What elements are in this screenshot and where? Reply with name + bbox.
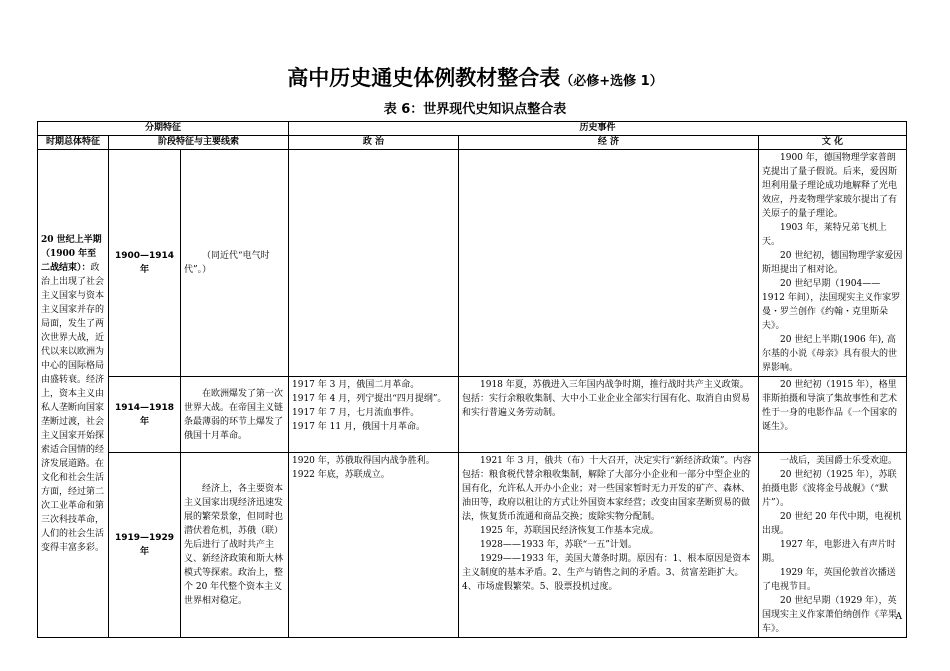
title-suffix: （必修+选修 1）	[560, 74, 663, 89]
culture-cell: 一战后，美国爵士乐受欢迎。 20 世纪初（1925 年），苏联拍摄电影《波将金号战舰》（“默片”）。 20 世纪 20 年代中期，电视机出现。 1927 年，电影进入有声片时期。 1929 年，英国伦敦首次播送了电视节目。 20 世纪早期（1929 年），英国现实主义作家萧伯纳创作《苹果车》。	[759, 453, 907, 638]
knowledge-table	[37, 121, 907, 638]
economy-cell: 1921 年 3 月，俄共（布）十大召开，决定实行“新经济政策”。内容包括：粮食税代替余粮收集制，解除了大部分小企业和一部分中型企业的国有化，允许私人开办小企业；对一些国家暂时无力开发的矿产、森林、油田等，政府以租让的方式让外国资本家经营；改变由国家垄断贸易的做法，恢复货币流通和商品交换；废除实物分配制。 1925 年，苏联国民经济恢复工作基本完成。 1928——1933 年，苏联“一五”计划。 1929——1933 年，美国大萧条时期。原因有：1、根本原因是资本主义制度的基本矛盾。2、生产与销售之间的矛盾。3、贫富差距扩大。4、市场虚假繁荣。5、股票投机过度。	[459, 453, 759, 638]
col-economy: 经 济	[459, 136, 759, 150]
header-historical-events: 历史事件	[289, 122, 907, 136]
economy-cell: 1918 年夏，苏俄进入三年国内战争时期，推行战时共产主义政策。包括：实行余粮收集制、大中小工业企业全部实行国有化、取消自由贸易和实行普遍义务劳动制。	[459, 377, 759, 453]
overall-title: 20 世纪上半期（1900 年至二战结束）：	[41, 234, 102, 273]
stage-cell: 在欧洲爆发了第一次世界大战。在帝国主义链条最薄弱的环节上爆发了俄国十月革命。	[181, 377, 289, 453]
page-marker: A	[895, 612, 902, 622]
overall-text: 政治上出现了社会主义国家与资本主义国家并存的局面，发生了两次世界大战，近代以来以欧洲为中心的国际格局由盛转衰。经济上，资本主义由私人垄断向国家垄断过渡，社会主义国家开始探索适合国情的经济发展道路。在文化和社会生活方面，经过第二次工业革命和第三次科技革命，人们的社会生活变得丰富多彩。	[41, 262, 105, 553]
title-main: 高中历史通史体例教材整合表	[287, 66, 561, 90]
header-periodization: 分期特征	[38, 122, 289, 136]
table-caption: 表 6：世界现代史知识点整合表	[383, 102, 567, 117]
stage-cell: （同近代“电气时代”。）	[181, 150, 289, 377]
overall-feature-cell	[38, 150, 109, 638]
period-label: 1900—1914 年	[109, 150, 181, 377]
table-row	[38, 150, 907, 377]
col-culture: 文 化	[759, 136, 907, 150]
politics-cell	[289, 150, 459, 377]
period-label: 1919—1929 年	[109, 453, 181, 638]
period-label: 1914—1918 年	[109, 377, 181, 453]
col-politics: 政 治	[289, 136, 459, 150]
table-row	[38, 453, 907, 638]
top-header-row	[38, 122, 907, 136]
culture-cell: 1900 年，德国物理学家普朗克提出了量子假说。后来，爱因斯坦利用量子理论成功地解释了光电效应，丹麦物理学家玻尔提出了有关原子的量子理论。 1903 年，莱特兄弟飞机上天。 20 世纪初，德国物理学家爱因斯坦提出了相对论。 20 世纪早期（1904——1912 年间），法国现实主义作家罗曼・罗兰创作《约翰・克里斯朵夫》。 20 世纪上半期(1906 年), 高尔基的小说《母亲》具有很大的世界影响。	[759, 150, 907, 377]
stage-cell: 经济上，各主要资本主义国家出现经济迅速发展的繁荣景象，但同时也潜伏着危机，苏俄（联）先后进行了战时共产主义、新经济政策和斯大林模式等探索。政治上，整个 20 年代整个资本主义世界相对稳定。	[181, 453, 289, 638]
economy-cell	[459, 150, 759, 377]
table-row	[38, 377, 907, 453]
col-stage: 阶段特征与主要线索	[109, 136, 289, 150]
politics-cell: 1917 年 3 月，俄国二月革命。 1917 年 4 月，列宁提出“四月提纲”。 1917 年 7 月，七月流血事件。 1917 年 11 月，俄国十月革命。	[289, 377, 459, 453]
col-overall: 时期总体特征	[38, 136, 109, 150]
column-header-row	[38, 136, 907, 150]
politics-cell: 1920 年，苏俄取得国内战争胜利。 1922 年底，苏联成立。	[289, 453, 459, 638]
document-title	[0, 62, 950, 92]
culture-cell: 20 世纪初（1915 年），格里菲斯拍摄和导演了集故事性和艺术性于一身的电影作品《一个国家的诞生》。	[759, 377, 907, 453]
